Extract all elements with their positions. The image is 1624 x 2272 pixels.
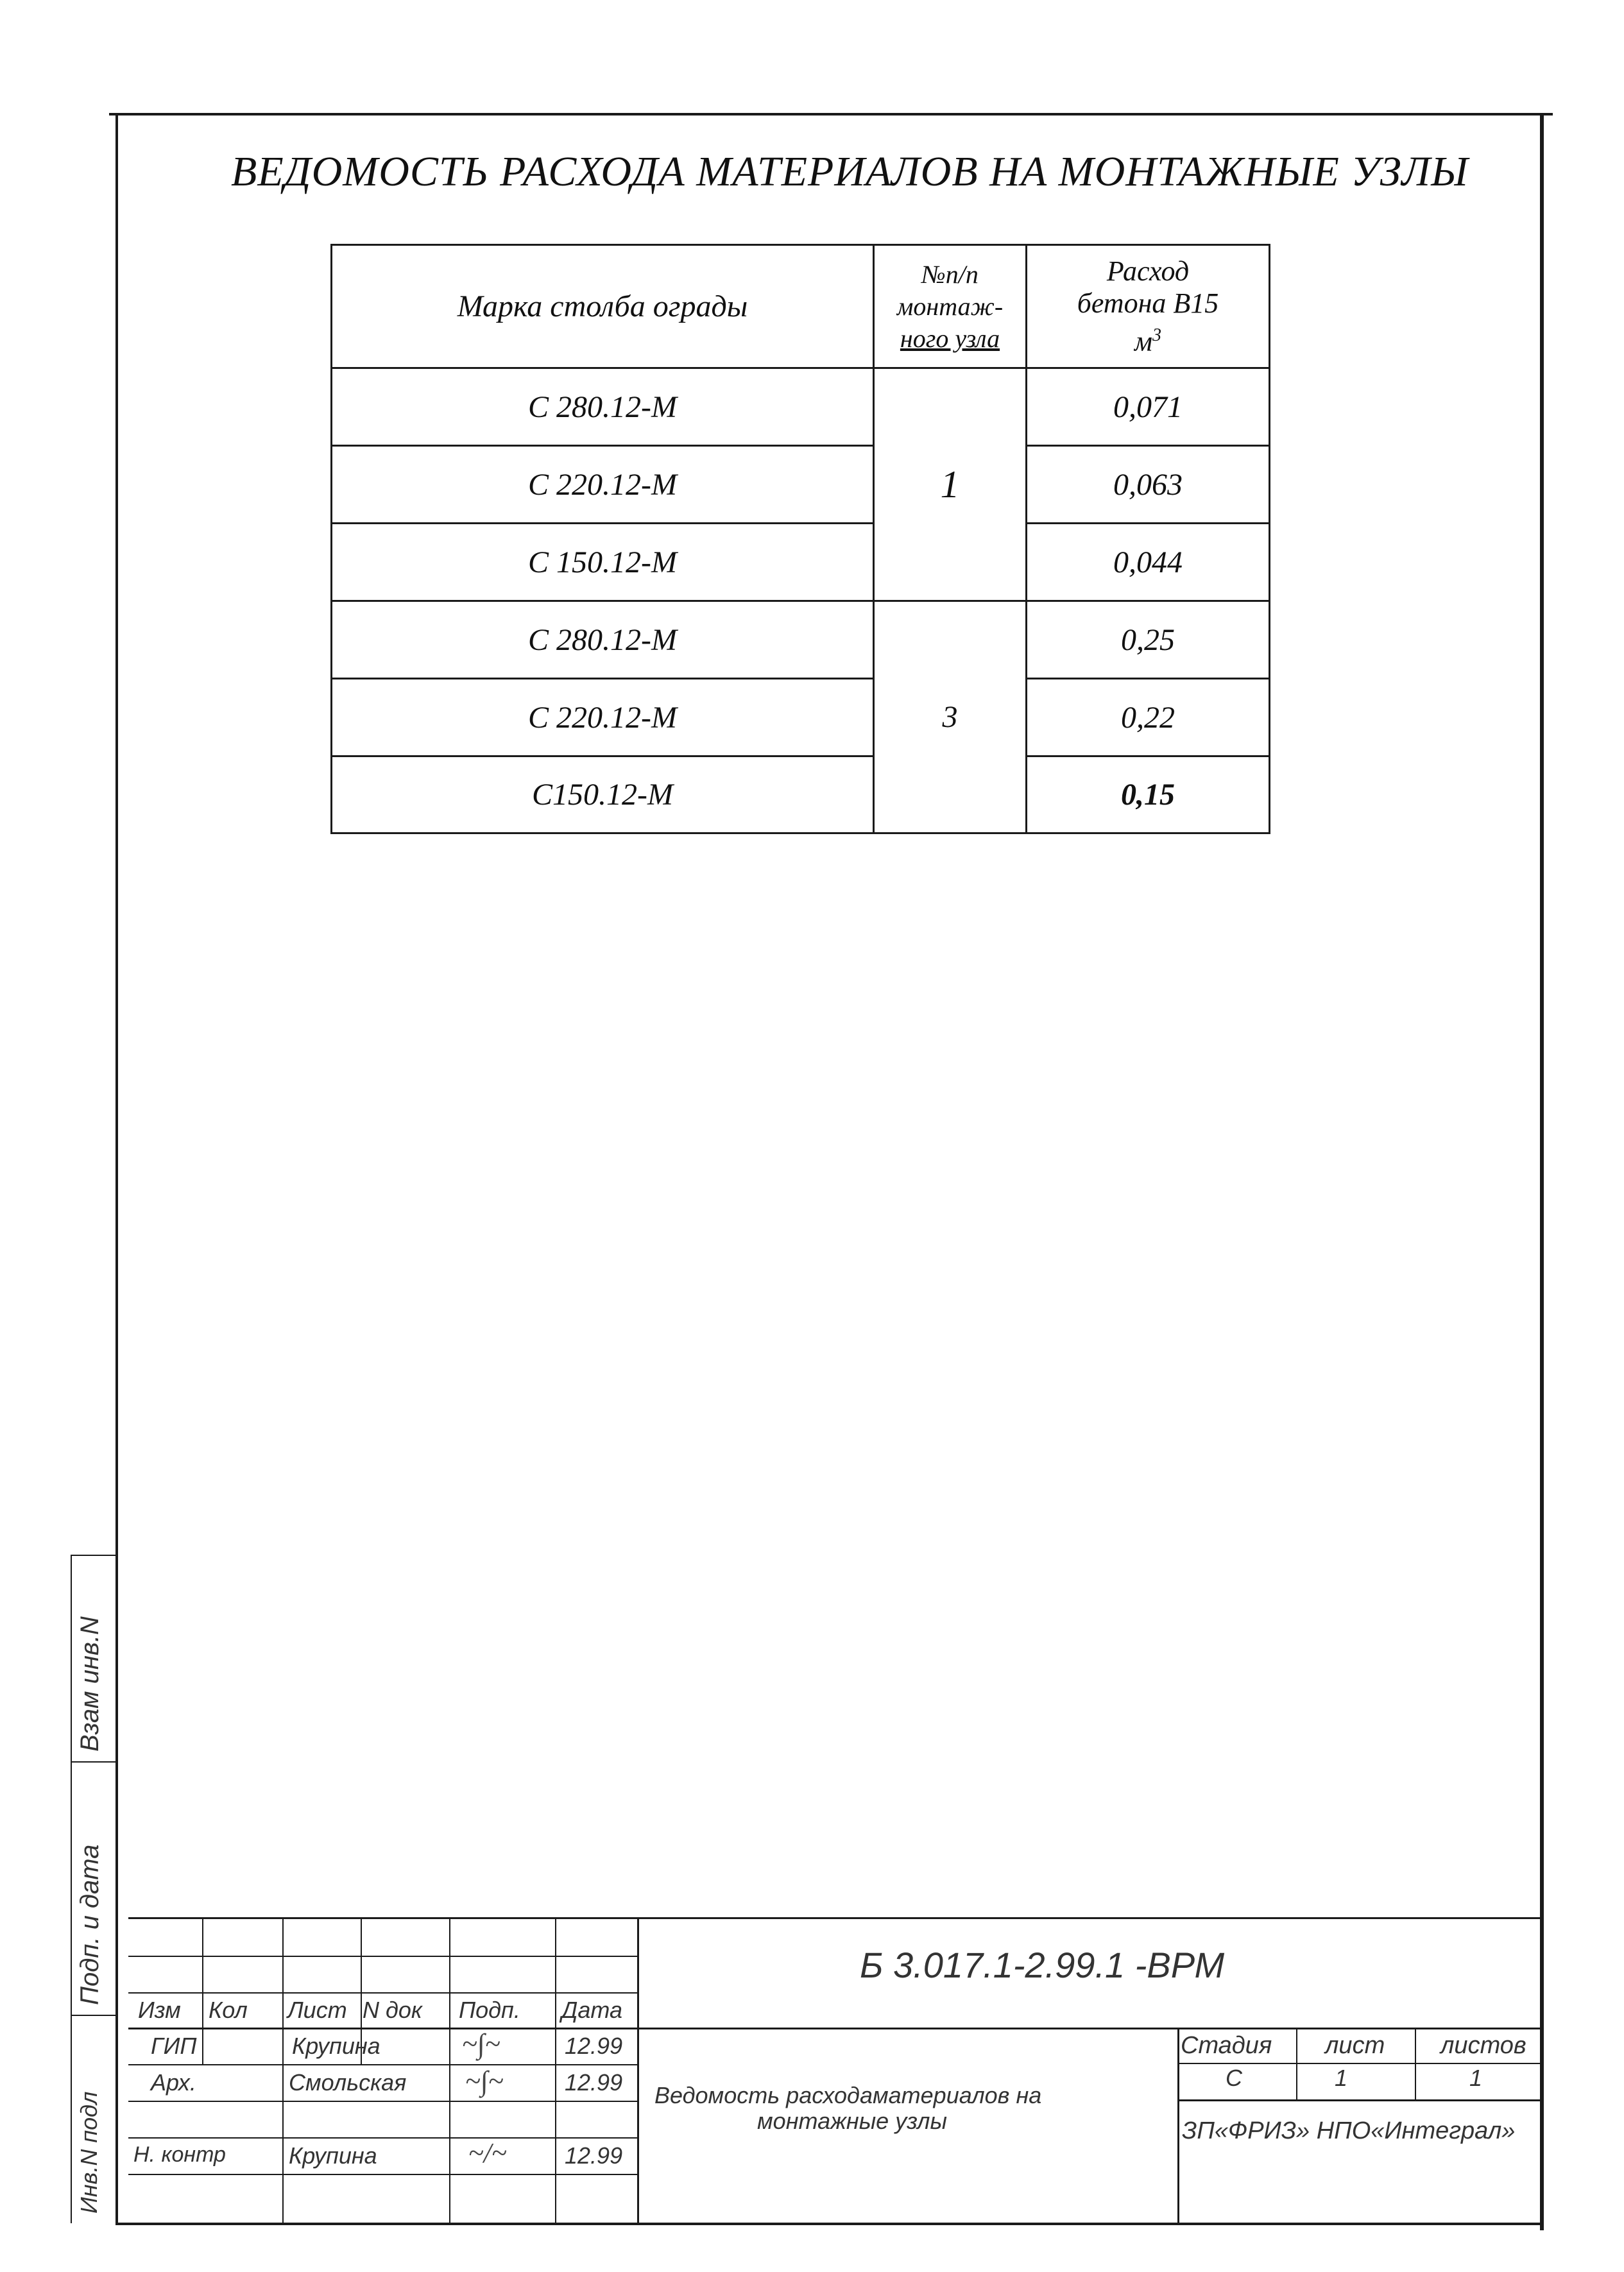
- materials-table: [330, 244, 1270, 834]
- tb-sheets-label: листов: [1440, 2032, 1526, 2059]
- tb-line-top: [128, 1917, 1543, 1919]
- tb-vline: [555, 1917, 556, 2223]
- tb-vline: [202, 1917, 203, 2065]
- tb-name-arh: Смольская: [289, 2069, 407, 2096]
- document-title: ВЕДОМОСТЬ РАСХОДА МАТЕРИАЛОВ НА МОНТАЖНЫЕ УЗЛЫ: [231, 148, 1469, 195]
- table-cell-mark: С 280.12-М: [528, 622, 677, 657]
- header-usage-line2: бетона В15: [1077, 287, 1219, 319]
- table-cell-usage: 0,25: [1121, 622, 1175, 657]
- table-cell-mark: С150.12-М: [532, 778, 673, 812]
- tb-role-arh: Арх.: [151, 2069, 196, 2096]
- header-node-line2: монтаж-: [896, 291, 1004, 321]
- tb-date-arh: 12.99: [565, 2069, 623, 2096]
- header-usage: [1027, 246, 1269, 367]
- tb-col-ndok: N док: [363, 1997, 422, 2023]
- table-cell-usage: 0,071: [1113, 389, 1183, 424]
- tb-line-row: [128, 2064, 638, 2065]
- table-cell-mark: С 150.12-М: [528, 545, 677, 579]
- tb-role-nkontr: Н. контр: [133, 2142, 226, 2167]
- signature-arh: ~∫~: [465, 2065, 504, 2097]
- table-cell-node-group-1: 1: [940, 463, 960, 506]
- side-label-vzam: Взам инв.N: [76, 1616, 104, 1752]
- tb-line-row: [128, 2137, 638, 2139]
- table-cell-mark: С 220.12-М: [528, 467, 677, 502]
- tb-stage-label: Стадия: [1181, 2032, 1272, 2059]
- table-cell-usage: 0,063: [1113, 467, 1183, 502]
- tb-col-data: Дата: [561, 1997, 622, 2023]
- tb-col-podp: Подп.: [459, 1997, 520, 2023]
- tb-role-gip: ГИП: [151, 2033, 197, 2059]
- tb-vline: [1177, 2028, 1179, 2223]
- table-cell-node-group-3: 3: [942, 700, 958, 734]
- header-mark: Марка столба ограды: [457, 289, 748, 323]
- table-cell-usage: 0,22: [1121, 700, 1175, 735]
- tb-line-stage: [1177, 2099, 1543, 2101]
- tb-line-stage: [1177, 2063, 1543, 2064]
- tb-line-row: [128, 1956, 638, 1957]
- tb-col-izm: Изм: [138, 1997, 181, 2023]
- header-usage-line3: [1134, 320, 1161, 358]
- tb-sheet-label: лист: [1325, 2032, 1385, 2059]
- frame-bottom: [115, 2223, 1543, 2225]
- table-cell-usage: 0,15: [1121, 778, 1175, 812]
- tb-col-kol: Кол: [209, 1997, 248, 2023]
- tb-vline: [282, 1917, 284, 2223]
- side-label-podp: Подп. и дата: [76, 1844, 104, 2005]
- side-stamp-divider: [71, 1555, 117, 1556]
- frame-top: [109, 113, 1553, 115]
- tb-name-nkontr: Крупина: [289, 2142, 377, 2169]
- header-node-line3: ного узла: [900, 323, 1000, 353]
- tb-vline: [1415, 2028, 1416, 2101]
- tb-organization: ЗП«ФРИЗ» НПО«Интеграл»: [1182, 2117, 1516, 2144]
- frame-right: [1540, 113, 1544, 2230]
- header-node: [875, 246, 1025, 367]
- tb-sheets-value: 1: [1469, 2065, 1483, 2091]
- tb-description-line2: монтажные узлы: [757, 2108, 947, 2134]
- table-cell-mark: С 280.12-М: [528, 389, 677, 424]
- tb-date-nkontr: 12.99: [565, 2142, 623, 2169]
- signature-nkontr: ~/~: [468, 2137, 507, 2169]
- tb-line-row: [128, 2101, 638, 2102]
- header-node-line1: №п/п: [921, 259, 979, 289]
- side-label-inv: Инв.N подл: [76, 2091, 102, 2214]
- header-usage-line1: Расход: [1106, 255, 1190, 287]
- tb-name-gip: Крупина: [292, 2033, 380, 2059]
- signature-gip: ~∫~: [462, 2028, 500, 2060]
- tb-col-list: Лист: [287, 1997, 347, 2023]
- tb-vline: [637, 1917, 639, 2223]
- tb-line-row: [128, 2174, 638, 2175]
- tb-sheet-value: 1: [1335, 2065, 1348, 2091]
- tb-description-line1: Ведомость расходаматериалов на: [654, 2082, 1042, 2108]
- table-border-right: [1269, 244, 1270, 834]
- table-cell-mark: С 220.12-М: [528, 700, 677, 735]
- side-stamp-divider: [71, 1761, 117, 1763]
- table-cell-usage: 0,044: [1113, 545, 1183, 579]
- tb-vline: [1296, 2028, 1297, 2101]
- tb-vline: [449, 1917, 450, 2223]
- header-usage-unit: м: [1134, 325, 1153, 357]
- side-stamp-left-line: [71, 1556, 72, 2223]
- side-stamp-divider: [71, 2015, 117, 2016]
- tb-date-gip: 12.99: [565, 2033, 623, 2059]
- tb-stage-value: С: [1226, 2065, 1242, 2091]
- tb-line-row: [128, 1992, 638, 1994]
- side-stamp-right-line: [115, 1556, 117, 2223]
- table-border-bottom: [330, 832, 1270, 834]
- header-usage-sup: 3: [1152, 325, 1162, 345]
- document-code: Б 3.017.1-2.99.1 -ВРМ: [860, 1945, 1225, 1985]
- tb-line-mid: [128, 2028, 1543, 2029]
